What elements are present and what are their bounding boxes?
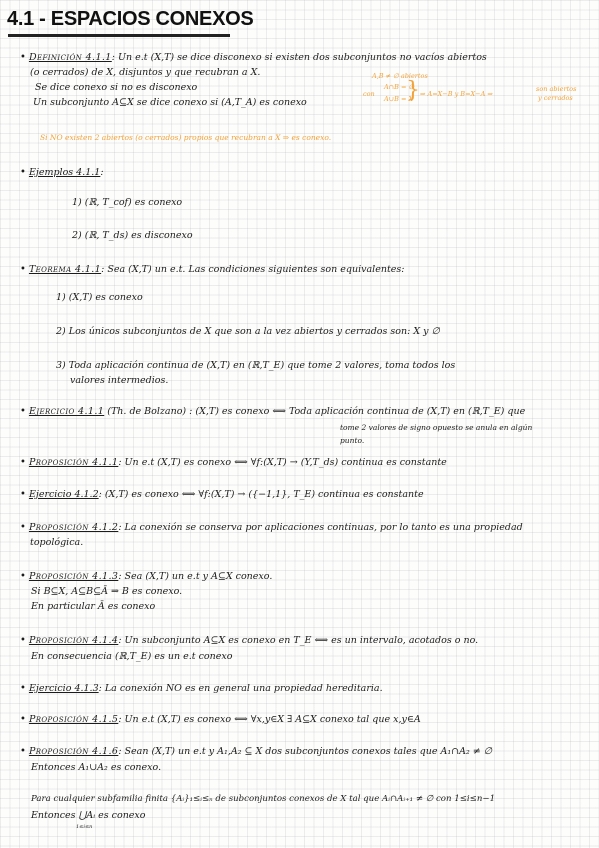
proposition-3 xyxy=(20,571,272,582)
example-2: 2) (ℝ, T_ds) es disconexo xyxy=(72,230,193,241)
definition-orange-note: Si NO existen 2 abiertos (o cerrados) propios que recubran a X ⇒ es conexo. xyxy=(40,133,332,142)
theorem-item-3b: valores intermedios. xyxy=(70,375,169,386)
proposition-6-union-subscript: 1≤i≤n xyxy=(76,824,93,830)
examples-colon: : xyxy=(100,167,104,178)
proposition-6-line3: Para cualquier subfamilia finita {Aᵢ}₁≤ᵢ≤ₙ de subconjuntos conexos de X tal que Aᵢ∩Aᵢ₊₁ ≠ ∅ con 1≤i≤n−1 xyxy=(31,794,496,804)
proposition-3-text: : Sea (X,T) un e.t y A⊆X conexo. xyxy=(118,571,273,582)
note-result1: son abiertos xyxy=(536,85,577,93)
page-title: 4.1 - ESPACIOS CONEXOS xyxy=(7,8,254,30)
proposition-4-keyword: Proposición 4.1.4 xyxy=(28,635,119,646)
bullet: • xyxy=(20,264,26,275)
proposition-1-text: : Un e.t (X,T) es conexo ⟺ ∀f:(X,T) → (Y,T_ds) continua es constante xyxy=(118,457,447,468)
proposition-6 xyxy=(20,746,492,757)
proposition-6-line4: Entonces ⋃Aᵢ es conexo xyxy=(31,810,146,821)
proposition-2-line2: topológica. xyxy=(30,537,84,548)
definition-line1: : Un e.t (X,T) se dice disconexo si existen dos subconjuntos no vacíos abiertos xyxy=(111,52,487,63)
theorem-keyword: Teorema 4.1.1 xyxy=(28,264,102,275)
exercise-2-keyword: Ejercicio 4.1.2 xyxy=(28,489,99,500)
definition-block xyxy=(20,52,487,63)
exercise-1 xyxy=(20,406,525,417)
proposition-5 xyxy=(20,714,421,725)
bullet: • xyxy=(20,683,26,694)
theorem-item-2: 2) Los únicos subconjuntos de X que son a la vez abiertos y cerrados son: X y ∅ xyxy=(56,326,440,337)
examples-keyword: Ejemplos 4.1.1 xyxy=(28,167,101,178)
theorem-block xyxy=(20,264,404,275)
proposition-5-text: : Un e.t (X,T) es conexo ⟺ ∀x,y∈X ∃ A⊆X conexo tal que x,y∈A xyxy=(118,714,421,725)
bullet: • xyxy=(20,635,26,646)
bullet: • xyxy=(20,522,26,533)
bullet: • xyxy=(20,457,26,468)
proposition-3-line3: En particular Ā es conexo xyxy=(31,601,156,612)
proposition-2 xyxy=(20,522,523,533)
note-top: A,B ≠ ∅ abiertos xyxy=(372,72,428,80)
proposition-4 xyxy=(20,635,478,646)
bullet: • xyxy=(20,489,26,500)
bullet: • xyxy=(20,571,26,582)
definition-line4: Un subconjunto A⊆X se dice conexo si (A,T_A) es conexo xyxy=(33,97,307,108)
proposition-1-keyword: Proposición 4.1.1 xyxy=(28,457,119,468)
proposition-2-text: : La conexión se conserva por aplicaciones continuas, por lo tanto es una propiedad xyxy=(118,522,523,533)
proposition-1 xyxy=(20,457,447,468)
title-underline xyxy=(8,34,230,37)
proposition-3-line2: Si B⊆X, A⊆B⊆Ā ⇒ B es conexo. xyxy=(31,586,183,597)
proposition-5-keyword: Proposición 4.1.5 xyxy=(28,714,119,725)
proposition-2-keyword: Proposición 4.1.2 xyxy=(28,522,119,533)
proposition-3-keyword: Proposición 4.1.3 xyxy=(28,571,119,582)
theorem-item-3a: 3) Toda aplicación continua de (X,T) en (ℝ,T_E) que tome 2 valores, toma todos los xyxy=(56,360,456,371)
note-brace: } xyxy=(406,78,420,103)
note-result2: y cerrados xyxy=(538,94,573,102)
bullet: • xyxy=(20,406,26,417)
theorem-intro: : Sea (X,T) un e.t. Las condiciones siguientes son equivalentes: xyxy=(101,264,405,275)
proposition-6-line2: Entonces A₁∪A₂ es conexo. xyxy=(31,762,162,773)
note-implication: ⇒ A=X−B y B=X−A ⇒ xyxy=(420,90,493,98)
exercise-1-line2: tome 2 valores de signo opuesto se anula en algún xyxy=(340,423,533,432)
proposition-6-text: : Sean (X,T) un e.t y A₁,A₂ ⊆ X dos subconjuntos conexos tales que A₁∩A₂ ≠ ∅ xyxy=(118,746,493,757)
example-1: 1) (ℝ, T_cof) es conexo xyxy=(72,197,183,208)
exercise-3 xyxy=(20,683,383,694)
exercise-3-text: : La conexión NO es en general una propiedad hereditaria. xyxy=(98,683,383,694)
exercise-1-text: (Th. de Bolzano) : (X,T) es conexo ⟺ Toda aplicación continua de (X,T) en (ℝ,T_E) que xyxy=(104,406,526,417)
note-cond2: A∪B = X xyxy=(384,95,414,103)
note-con: con xyxy=(363,90,375,98)
exercise-3-keyword: Ejercicio 4.1.3 xyxy=(28,683,99,694)
bullet: • xyxy=(20,52,26,63)
exercise-2 xyxy=(20,489,424,500)
theorem-item-1: 1) (X,T) es conexo xyxy=(56,292,143,303)
proposition-4-text: : Un subconjunto A⊆X es conexo en T_E ⟺ es un intervalo, acotados o no. xyxy=(118,635,479,646)
exercise-1-line3: punto. xyxy=(340,436,365,445)
examples-heading xyxy=(20,167,104,178)
exercise-1-keyword: Ejercicio 4.1.1 xyxy=(28,406,105,417)
definition-line2: (o cerrados) de X, disjuntos y que recubran a X. xyxy=(30,67,261,78)
proposition-4-line2: En consecuencia (ℝ,T_E) es un e.t conexo xyxy=(31,651,233,662)
bullet: • xyxy=(20,746,26,757)
proposition-6-keyword: Proposición 4.1.6 xyxy=(28,746,119,757)
definition-line3: Se dice conexo si no es disconexo xyxy=(35,82,198,93)
bullet: • xyxy=(20,167,26,178)
bullet: • xyxy=(20,714,26,725)
exercise-2-text: : (X,T) es conexo ⟺ ∀f:(X,T) → ({−1,1}, T_E) continua es constante xyxy=(98,489,424,500)
note-cond1: A∩B = ∅ xyxy=(384,83,415,91)
definition-keyword: Definición 4.1.1 xyxy=(28,52,112,63)
